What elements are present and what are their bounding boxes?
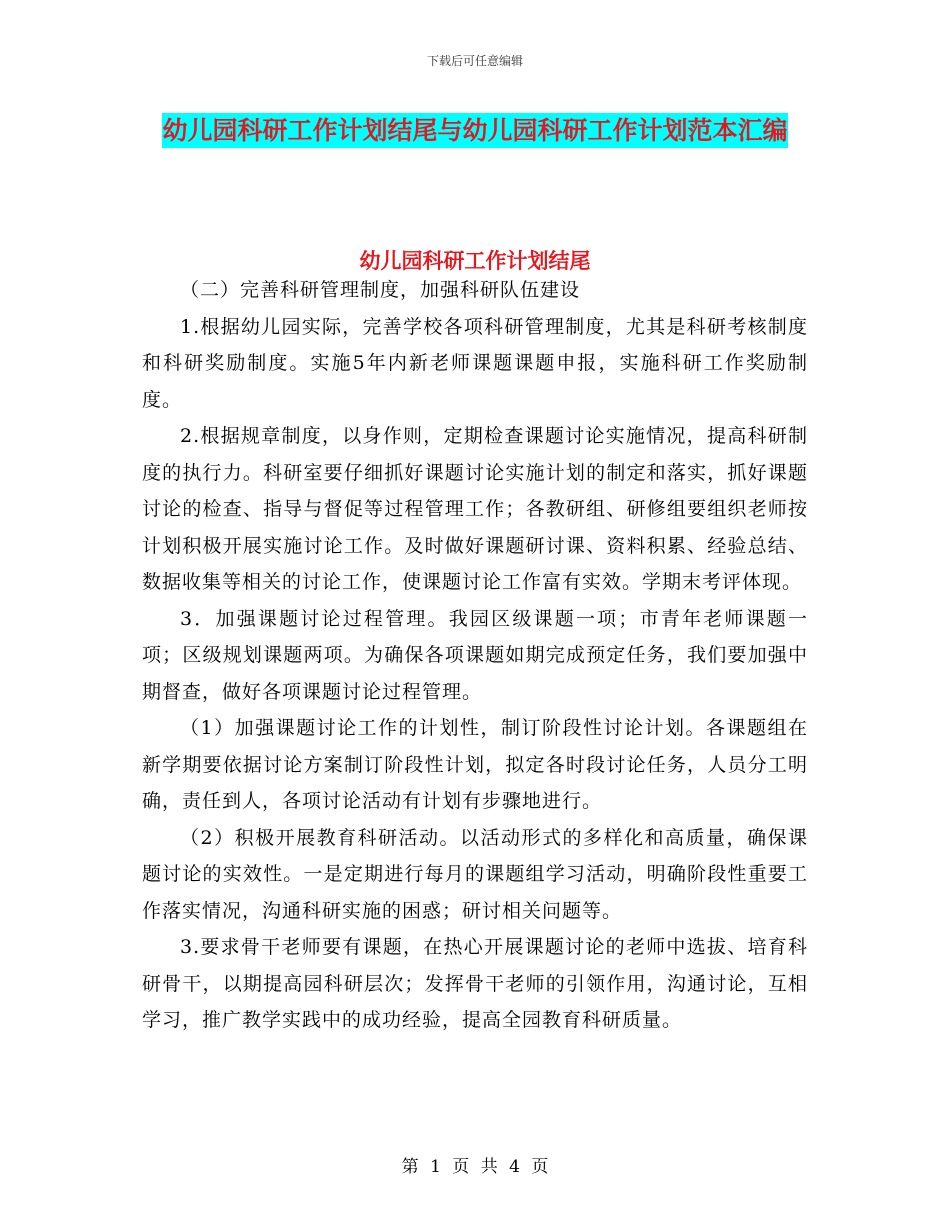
- paragraph: 3.要求骨干老师要有课题，在热心开展课题讨论的老师中选拔、培育科研骨干，以期提高园科研层次；发挥骨干老师的引领作用，沟通讨论，互相学习，推广教学实践中的成功经验，提高全园教育科研质量。: [142, 936, 808, 1031]
- paragraph: 3．加强课题讨论过程管理。我园区级课题一项；市青年老师课题一项；区级规划课题两项。为确保各项课题如期完成预定任务，我们要加强中期督查，做好各项课题讨论过程管理。: [142, 607, 808, 703]
- document-body: [142, 272, 808, 1039]
- paragraph: （2）积极开展教育科研活动。以活动形式的多样化和高质量，确保课题讨论的实效性。一是定期进行每月的课题组学习活动，明确阶段性重要工作落实情况，沟通科研实施的困惑；研讨相关问题等。: [142, 826, 808, 922]
- document-title-highlight: 幼儿园科研工作计划结尾与幼儿园科研工作计划范本汇编: [162, 113, 787, 148]
- paragraph: （二）完善科研管理制度，加强科研队伍建设: [180, 279, 581, 301]
- paragraph: （1）加强课题讨论工作的计划性，制订阶段性讨论计划。各课题组在新学期要依据讨论方案制订阶段性计划，拟定各时段讨论任务，人员分工明确，责任到人，各项讨论活动有计划有步骤地进行。: [142, 717, 808, 812]
- paragraph: 2.根据规章制度，以身作则，定期检查课题讨论实施情况，提高科研制度的执行力。科研室要仔细抓好课题讨论实施计划的制定和落实，抓好课题讨论的检查、指导与督促等过程管理工作；各教研组、研修组要组织老师按计划积极开展实施讨论工作。及时做好课题研讨课、资料积累、经验总结、数据收集等相关的讨论工作，使课题讨论工作富有实效。学期末考评体现。: [142, 425, 808, 593]
- document-title: [142, 108, 808, 154]
- page-header: 下载后可任意编辑: [426, 54, 523, 68]
- page-footer: 第 1 页 共 4 页: [401, 1157, 549, 1177]
- paragraph: 1.根据幼儿园实际，完善学校各项科研管理制度，尤其是科研考核制度和科研奖励制度。实施5年内新老师课题课题申报，实施科研工作奖励制度。: [142, 315, 808, 411]
- section-title: 幼儿园科研工作计划结尾: [359, 248, 591, 273]
